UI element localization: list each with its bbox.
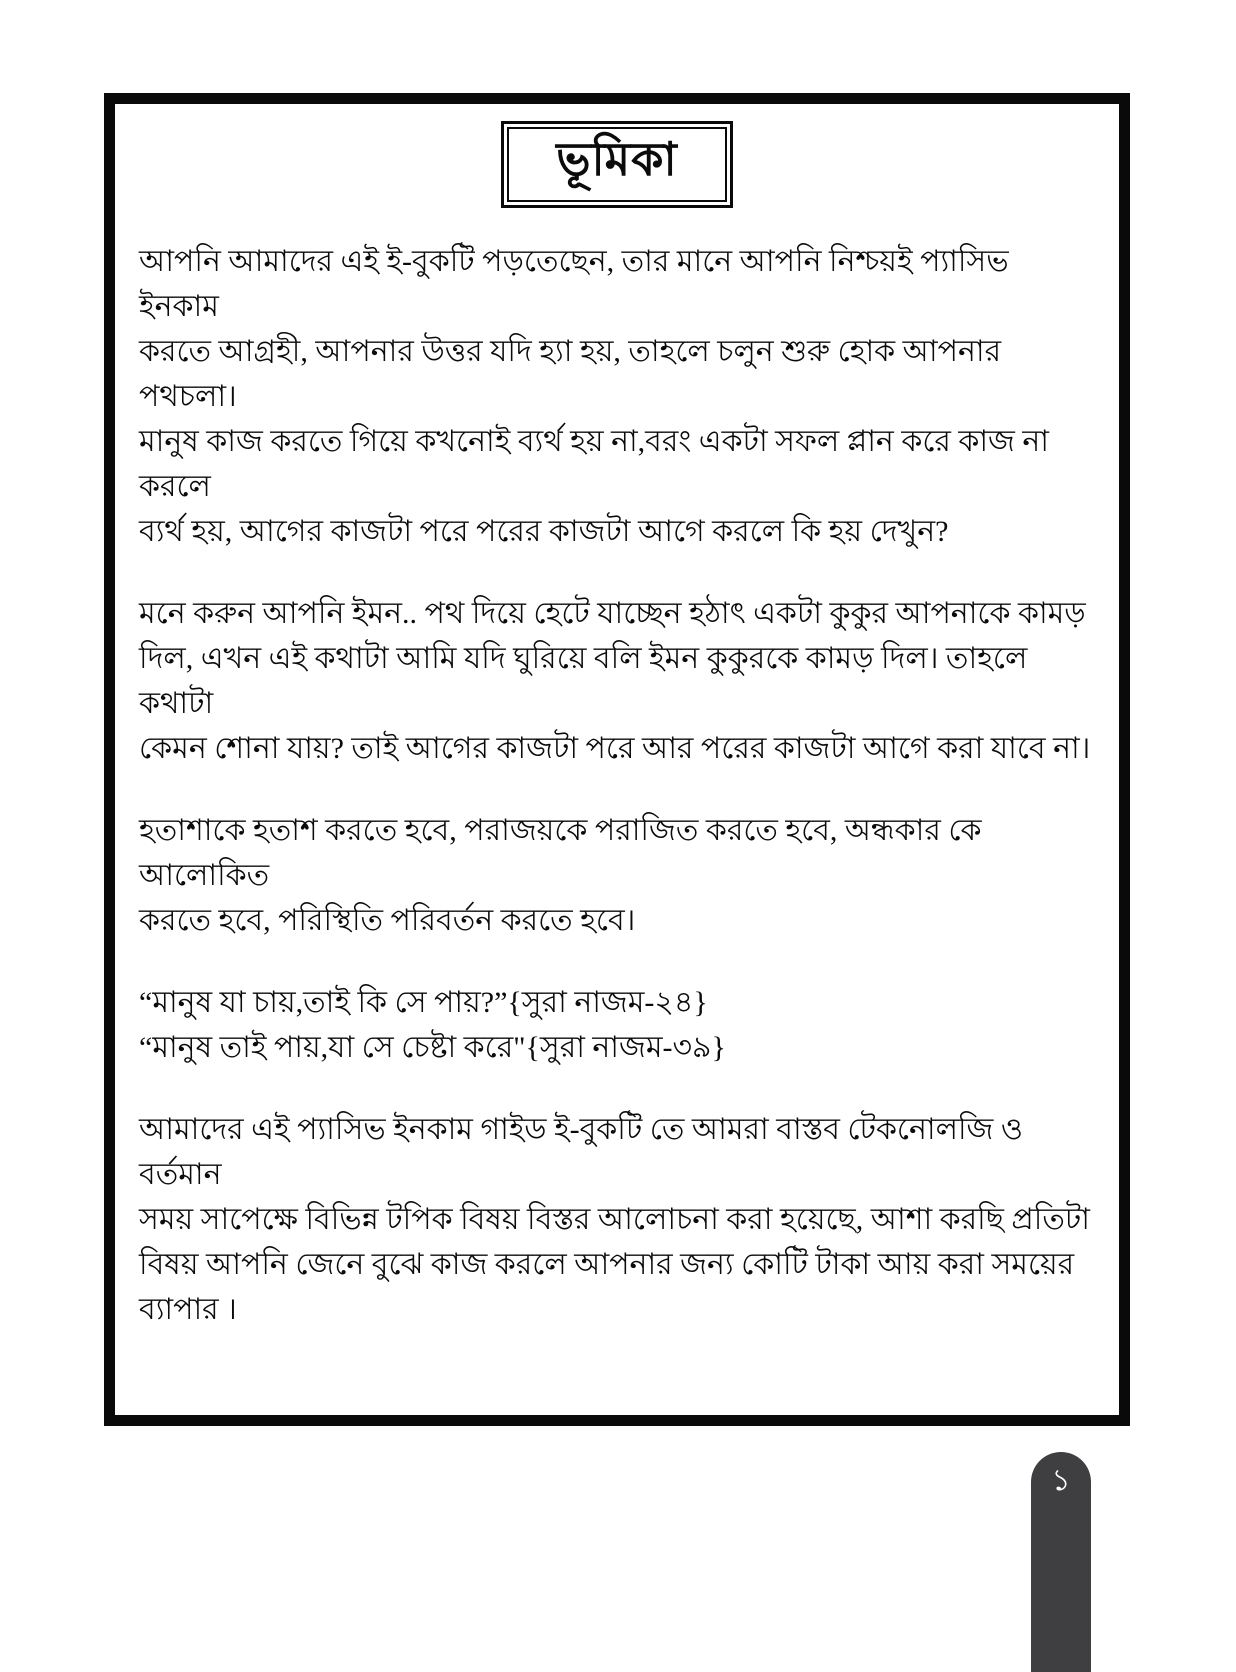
paragraph [139, 591, 1093, 771]
text-line: করতে আগ্রহী, আপনার উত্তর যদি হ্যা হয়, তাহলে চলুন শুরু হোক আপনার পথচলা। [139, 334, 1002, 413]
paragraph [139, 980, 1093, 1070]
text-line: সময় সাপেক্ষে বিভিন্ন টপিক বিষয় বিস্তর আলোচনা করা হয়েছে, আশা করছি প্রতিটা [139, 1202, 1090, 1236]
text-line: ব্যর্থ হয়, আগের কাজটা পরে পরের কাজটা আগে করলে কি হয় দেখুন? [139, 514, 949, 548]
paragraph [139, 808, 1093, 943]
text-line: “মানুষ যা চায়,তাই কি সে পায়?”{সুরা নাজম-২৪} [139, 985, 708, 1019]
paragraph [139, 1107, 1093, 1332]
body-text [139, 239, 1093, 1332]
text-line: আপনি আমাদের এই ই-বুকটি পড়তেছেন, তার মানে আপনি নিশ্চয়ই প্যাসিভ ইনকাম [139, 244, 1009, 323]
text-line: দিল, এখন এই কথাটা আমি যদি ঘুরিয়ে বলি ইমন কুকুরকে কামড় দিল। তাহলে কথাটা [139, 641, 1028, 720]
page-title: ভূমিকা [556, 134, 678, 185]
text-line: “মানুষ তাই পায়,যা সে চেষ্টা করে"{সুরা নাজম-৩৯} [139, 1030, 726, 1064]
paragraph [139, 239, 1093, 554]
title-box-inner [507, 127, 727, 202]
text-line: আমাদের এই প্যাসিভ ইনকাম গাইড ই-বুকটি তে আমরা বাস্তব টেকনোলজি ও বর্তমান [139, 1112, 1023, 1191]
text-line: মনে করুন আপনি ইমন.. পথ দিয়ে হেটে যাচ্ছেন হঠাৎ একটা কুকুর আপনাকে কামড় [139, 596, 1086, 630]
title-box [501, 121, 733, 208]
page-number: ১ [1051, 1464, 1071, 1497]
text-line: করতে হবে, পরিস্থিতি পরিবর্তন করতে হবে। [139, 903, 636, 937]
page-number-tab [1031, 1452, 1091, 1672]
text-line: মানুষ কাজ করতে গিয়ে কখনোই ব্যর্থ হয় না,বরং একটা সফল প্লান করে কাজ না করলে [139, 424, 1050, 503]
text-line: হতাশাকে হতাশ করতে হবে, পরাজয়কে পরাজিত করতে হবে, অন্ধকার কে আলোকিত [139, 813, 982, 892]
text-line: ব্যাপার । [139, 1292, 237, 1326]
content-border-box [104, 93, 1130, 1426]
text-line: বিষয় আপনি জেনে বুঝে কাজ করলে আপনার জন্য কোটি টাকা আয় করা সময়ের [139, 1247, 1075, 1281]
text-line: কেমন শোনা যায়? তাই আগের কাজটা পরে আর পরের কাজটা আগে করা যাবে না। [139, 731, 1091, 765]
